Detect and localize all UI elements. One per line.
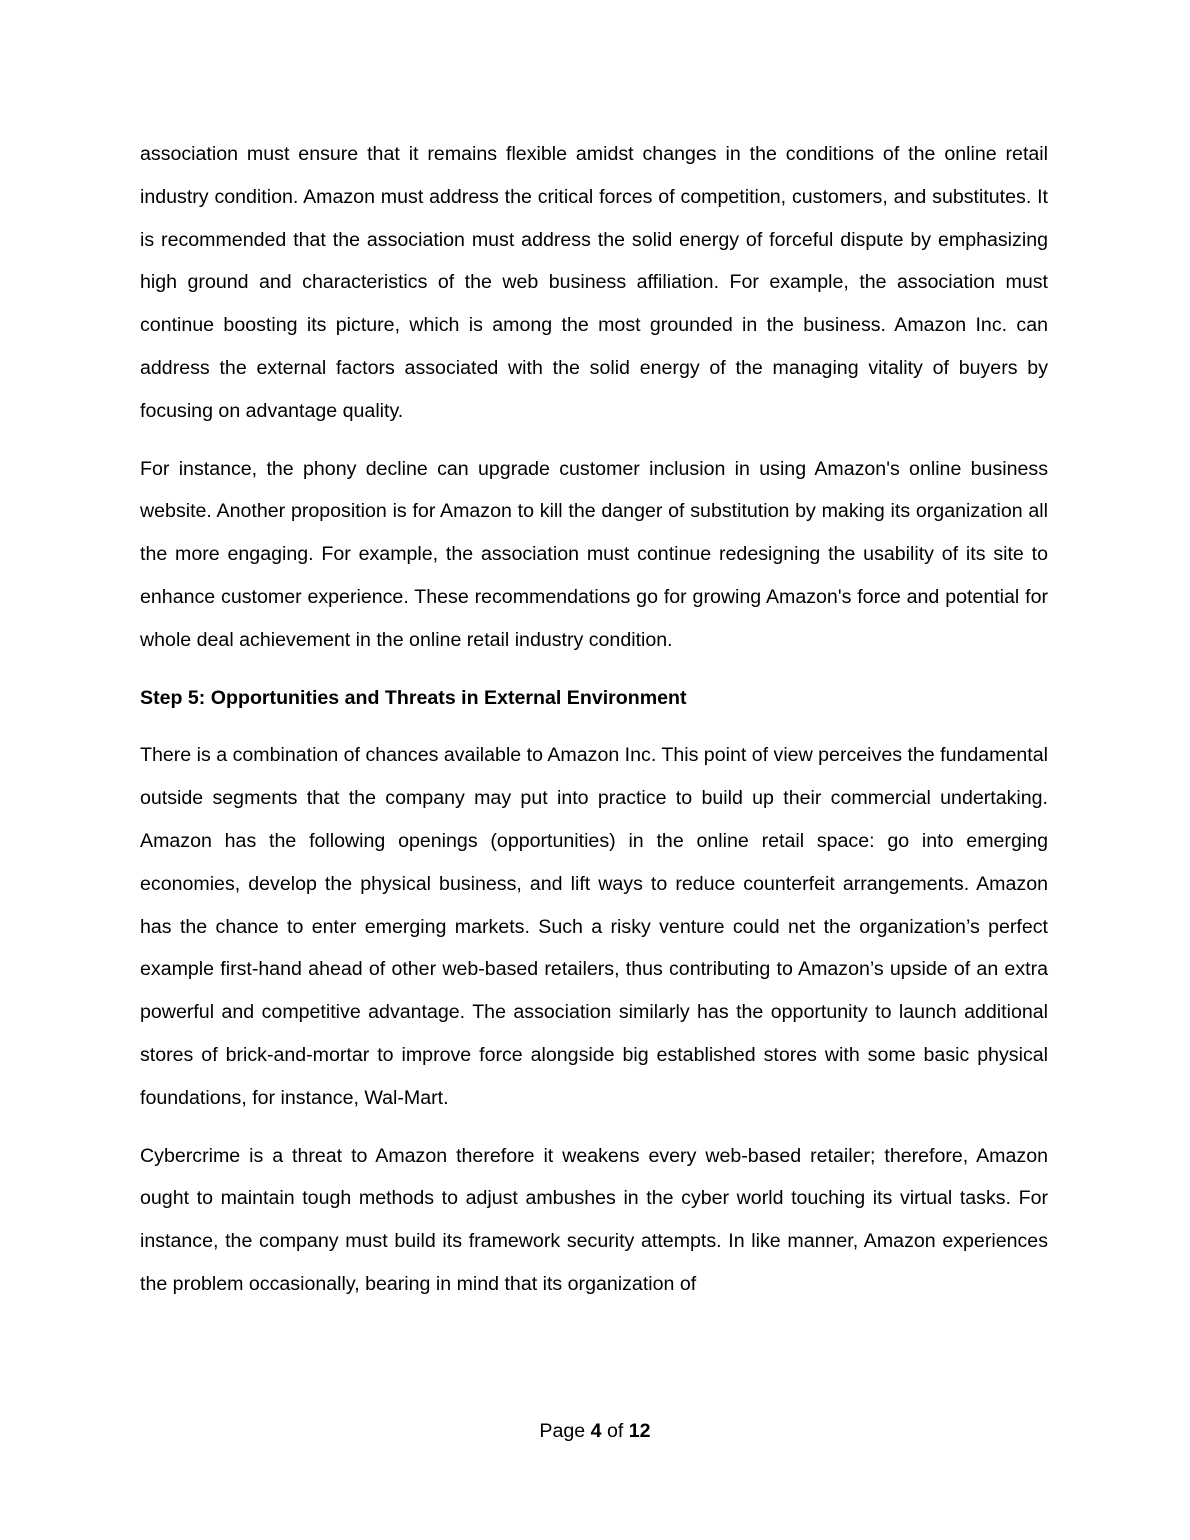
paragraph: Cybercrime is a threat to Amazon therefore it weakens every web-based retailer; therefore, Amazon ought to maintain tough methods to adjust ambushes in the cyber world touching its virtual tasks. For instance, the company must build its framework security attempts. In like manner, Amazon experiences the problem occasionally, bearing in mind that its organization of xyxy=(140,1144,1048,1295)
paragraph: association must ensure that it remains flexible amidst changes in the conditions of the online retail industry condition. Amazon must address the critical forces of competition, customers, and substitutes. It is recommended that the association must address the solid energy of forceful dispute by emphasizing high ground and characteristics of the web business affiliation. For example, the association must continue boosting its picture, which is among the most grounded in the business. Amazon Inc. can address the external factors associated with the solid energy of the managing vitality of buyers by focusing on advantage quality. xyxy=(140,143,1048,422)
page-footer xyxy=(0,1416,1190,1446)
footer-of-word: of xyxy=(606,1420,624,1442)
paragraph: There is a combination of chances available to Amazon Inc. This point of view perceives the fundamental outside segments that the company may put into practice to build up their commercial undertaking. Amazon has the following openings (opportunities) in the online retail space: go into emerging economies, develop the physical business, and lift ways to reduce counterfeit arrangements. Amazon has the chance to enter emerging markets. Such a risky venture could net the organization’s perfect example first-hand ahead of other web-based retailers, thus contributing to Amazon’s upside of an extra powerful and competitive advantage. The association similarly has the opportunity to launch additional stores of brick-and-mortar to improve force alongside big established stores with some basic physical foundations, for instance, Wal-Mart. xyxy=(140,744,1048,1109)
footer-page-word: Page xyxy=(539,1420,586,1442)
page-body xyxy=(140,133,1048,1321)
footer-current-page: 4 xyxy=(590,1420,602,1442)
paragraph: For instance, the phony decline can upgrade customer inclusion in using Amazon's online business website. Another proposition is for Amazon to kill the danger of substitution by making its organization all the more engaging. For example, the association must continue redesigning the usability of its site to enhance customer experience. These recommendations go for growing Amazon's force and potential for whole deal achievement in the online retail industry condition. xyxy=(140,457,1048,651)
section-heading: Step 5: Opportunities and Threats in External Environment xyxy=(140,686,687,709)
footer-total-pages: 12 xyxy=(628,1420,651,1442)
